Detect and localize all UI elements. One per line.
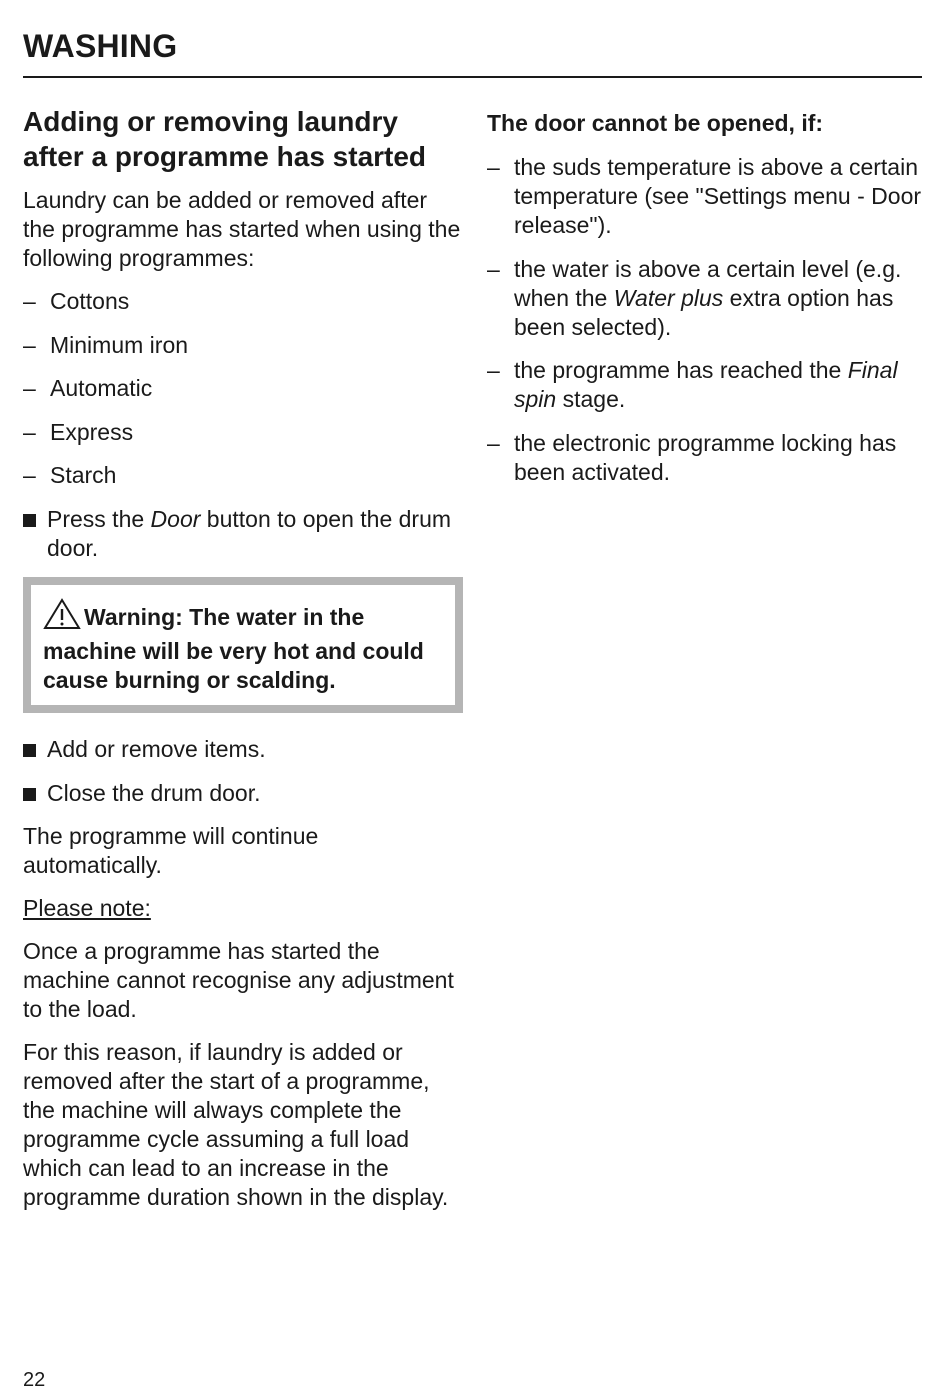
- programme-list: [23, 287, 463, 490]
- square-bullet-icon: [23, 788, 36, 801]
- list-item: – the electronic programme locking has been activated.: [487, 429, 897, 485]
- note-label: Please note:: [23, 895, 151, 921]
- dash-marker: –: [487, 255, 500, 282]
- dash-marker: –: [23, 288, 36, 314]
- list-item: – the water is above a certain level (e.g. when the Water plus extra option has been selected).: [487, 255, 902, 340]
- list-item: – Cottons: [23, 288, 130, 314]
- list-item: – Starch: [23, 462, 117, 488]
- step-close-door: Close the drum door.: [23, 779, 463, 808]
- dash-marker: –: [23, 331, 36, 358]
- note-paragraph-2: For this reason, if laundry is added or removed after the start of a programme, the machine will always complete the programme cycle assuming a full load which can lead to an increase in the programme duration shown in the display.: [23, 1039, 449, 1210]
- square-bullet-icon: [23, 744, 36, 757]
- right-column: [487, 108, 927, 501]
- section-title: WASHING: [23, 28, 178, 64]
- warning-text: Warning: The water in the machine will be very hot and could cause burning or scalding.: [43, 604, 424, 693]
- section-heading: Adding or removing laundry after a programme has started: [23, 106, 427, 172]
- list-item: – Minimum iron: [23, 331, 189, 358]
- step-add-remove: Add or remove items.: [23, 735, 463, 764]
- door-conditions-list: [487, 153, 927, 487]
- dash-marker: –: [23, 462, 36, 488]
- dash-marker: –: [23, 375, 36, 401]
- square-bullet-icon: [23, 514, 36, 527]
- dash-marker: –: [23, 418, 36, 445]
- list-item: – the suds temperature is above a certain temperature (see "Settings menu - Door release").: [487, 154, 922, 238]
- door-heading: The door cannot be opened, if:: [487, 110, 824, 136]
- left-column: [23, 104, 463, 1226]
- intro-paragraph: Laundry can be added or removed after the programme has started when using the following programmes:: [23, 187, 461, 271]
- continue-paragraph: The programme will continue automatically.: [23, 823, 319, 878]
- page-number: 22: [23, 1369, 46, 1391]
- warning-triangle-icon: [43, 598, 81, 637]
- note-paragraph-1: Once a programme has started the machine cannot recognise any adjustment to the load.: [23, 938, 454, 1022]
- step-open-door: Press the Door button to open the drum door.: [23, 505, 463, 563]
- list-item: – Express: [23, 418, 134, 445]
- warning-box: [23, 577, 463, 713]
- list-item: – the programme has reached the Final spin stage.: [487, 357, 898, 412]
- list-item: – Automatic: [23, 375, 153, 401]
- page-header: [23, 26, 922, 78]
- dash-marker: –: [487, 357, 500, 383]
- dash-marker: –: [487, 154, 500, 180]
- dash-marker: –: [487, 429, 500, 456]
